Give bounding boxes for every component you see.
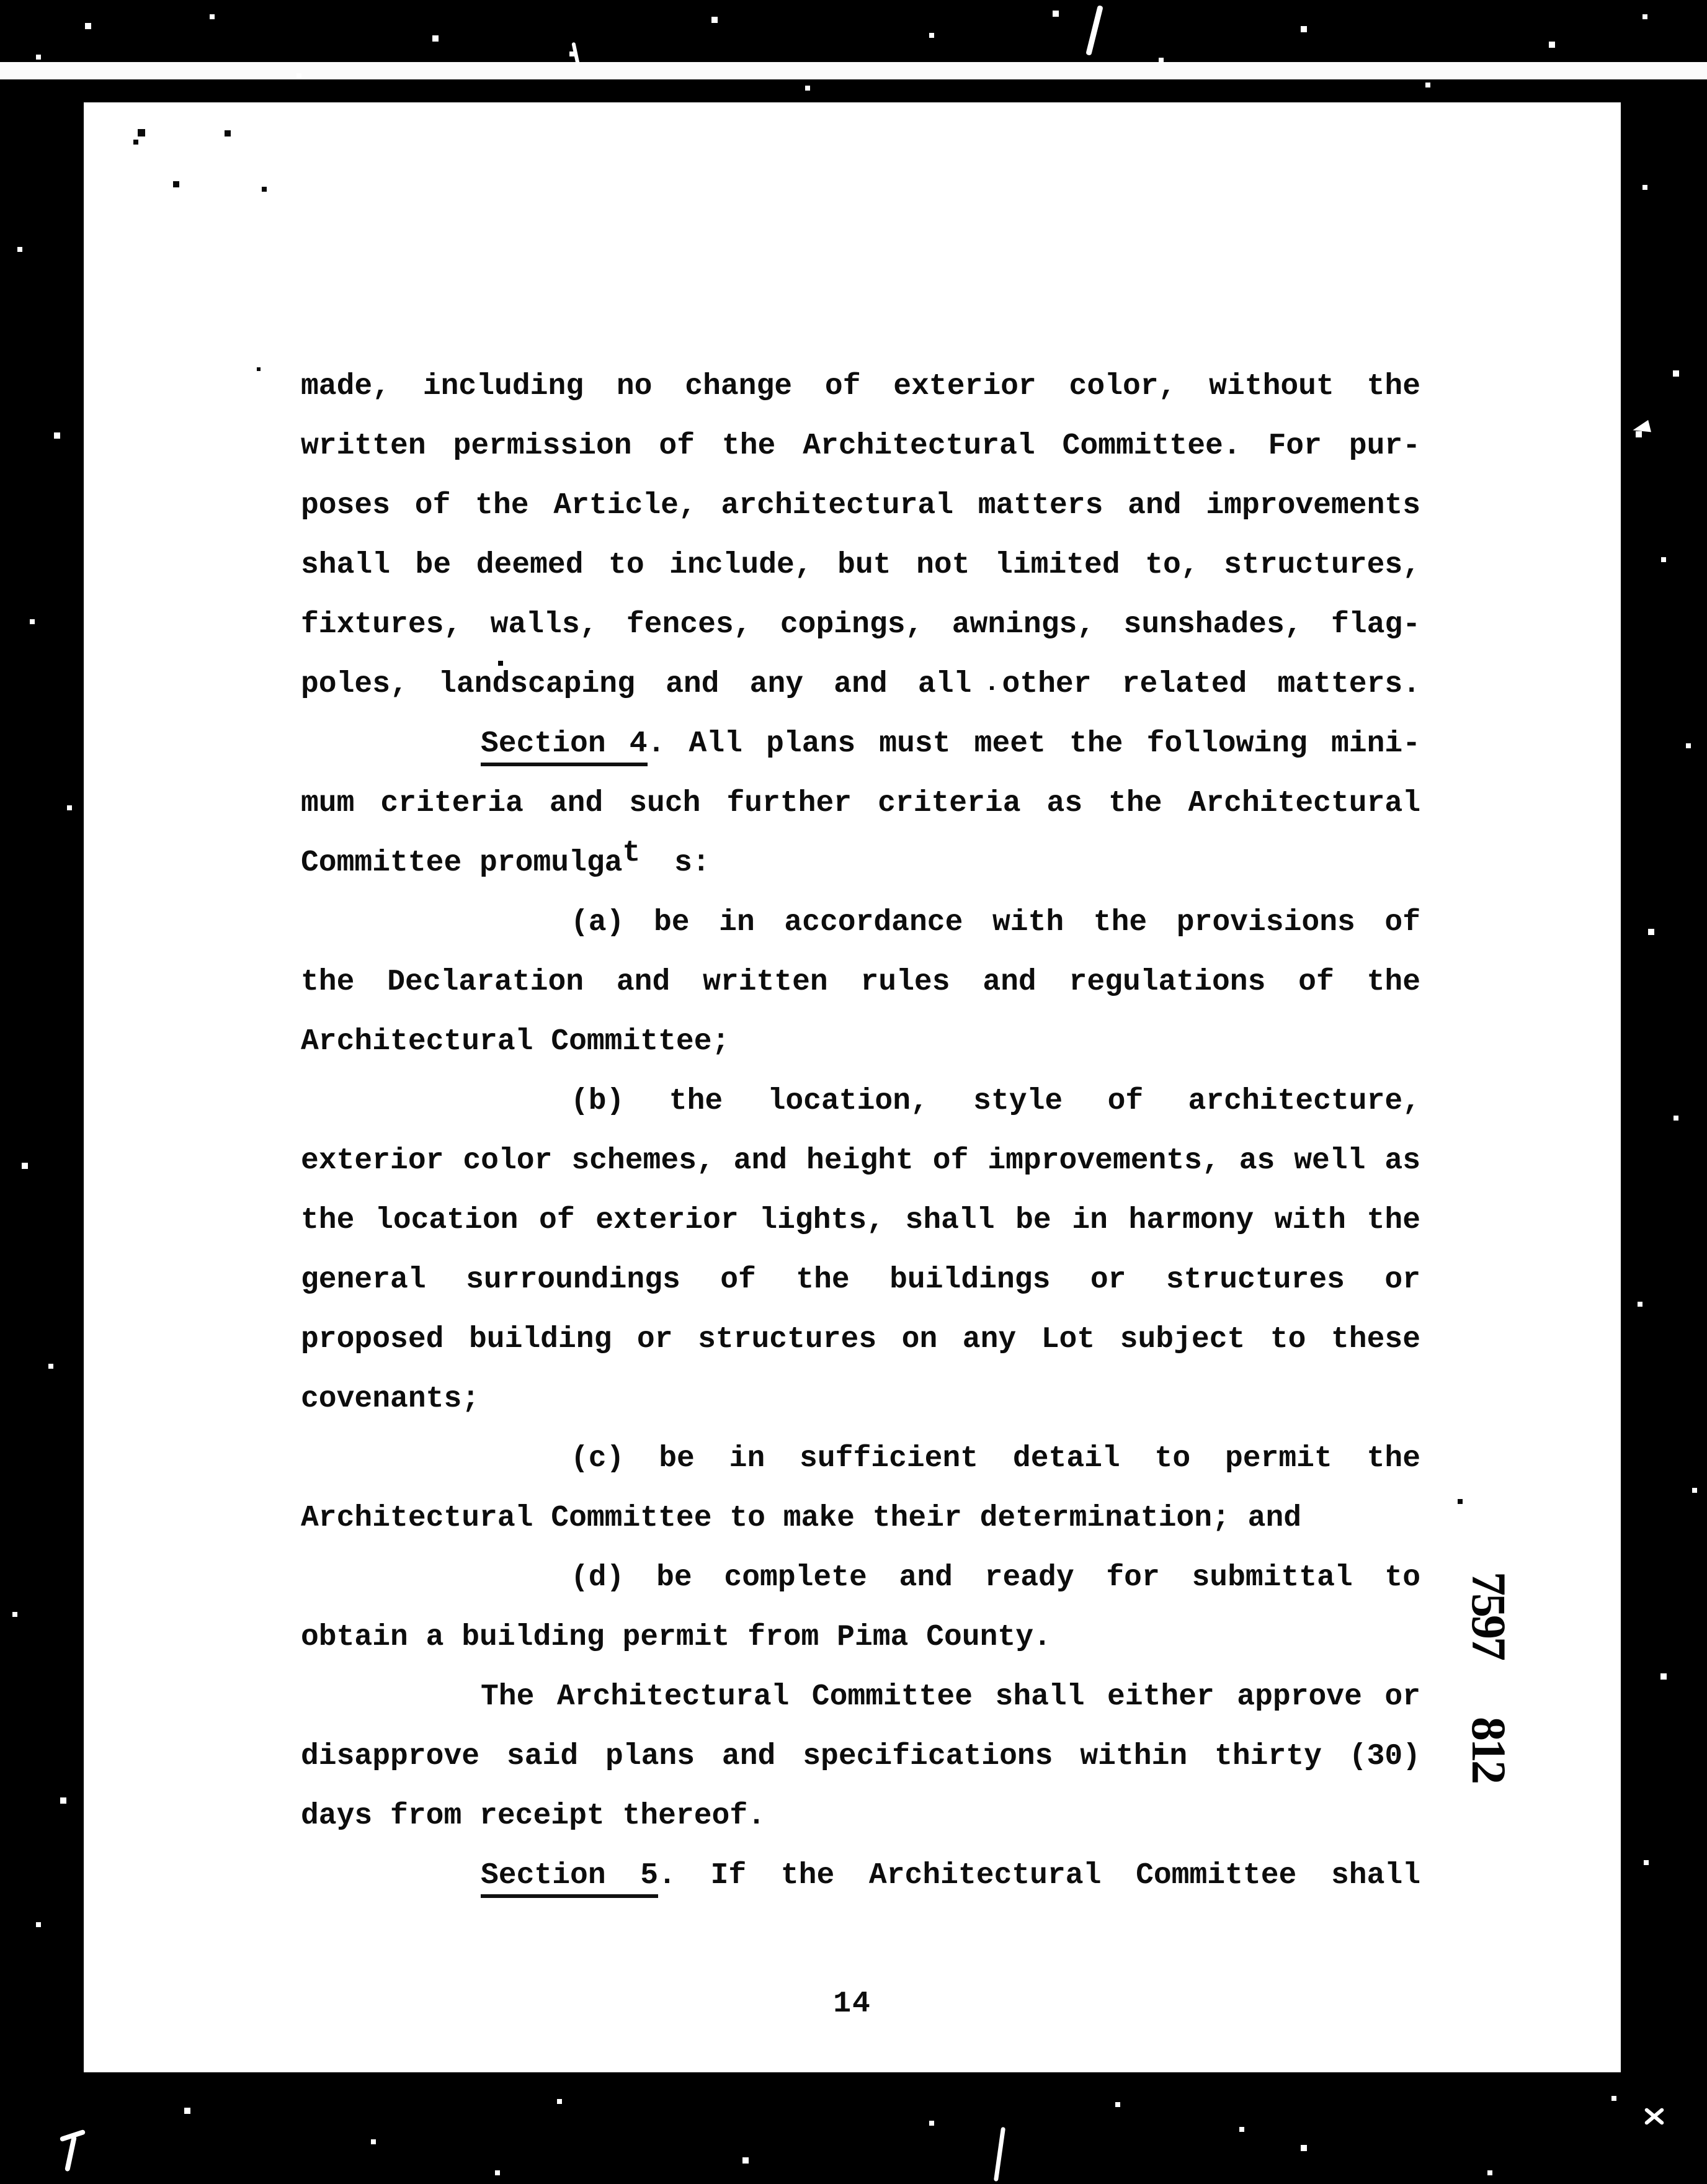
text-line: obtain a building permit from Pima County. bbox=[301, 1621, 1051, 1654]
paper-noise-black-specks bbox=[84, 102, 86, 105]
text-line: (b) the location, style of architecture, bbox=[571, 1085, 1420, 1118]
text-line: disapprove said plans and specifications within thirty (30) bbox=[301, 1740, 1420, 1773]
text-line: Architectural Committee; bbox=[301, 1025, 730, 1058]
text-line: Committee promulgat s: bbox=[301, 836, 710, 880]
scratch-mark bbox=[60, 2129, 86, 2142]
text-line: Section 4. All plans must meet the following mini- bbox=[301, 714, 1420, 774]
text-line: written permission of the Architectural Committee. For pur- bbox=[301, 429, 1420, 463]
scratch-mark bbox=[1644, 2107, 1665, 2125]
scratch-mark bbox=[65, 2136, 77, 2172]
text-line: mum criteria and such further criteria as the Architectural bbox=[301, 787, 1420, 820]
body-text bbox=[301, 357, 1420, 1905]
text-line: (d) be complete and ready for submittal to bbox=[571, 1561, 1420, 1595]
margin-stamp-bottom: 812 bbox=[1462, 1717, 1516, 1782]
scratch-mark bbox=[571, 42, 579, 65]
text-line: general surroundings of the buildings or structures or bbox=[301, 1263, 1420, 1297]
text-line: Architectural Committee to make their determination; and bbox=[301, 1502, 1302, 1535]
scan-noise-white-specks bbox=[0, 0, 2, 2]
text-line: exterior color schemes, and height of improvements, as well as bbox=[301, 1144, 1420, 1178]
document-page bbox=[84, 102, 1621, 2072]
scratch-mark bbox=[1644, 2107, 1665, 2125]
text-line: Section 5. If the Architectural Committee shall bbox=[301, 1846, 1420, 1905]
text-line: proposed building or structures on any Lot subject to these bbox=[301, 1323, 1420, 1356]
text-line: (c) be in sufficient detail to permit the bbox=[571, 1442, 1420, 1475]
text-line: (a) be in accordance with the provisions of bbox=[571, 906, 1420, 939]
text-line: made, including no change of exterior color, without the bbox=[301, 370, 1420, 403]
page-number: 14 bbox=[833, 1987, 871, 2021]
section-heading: Section 5 bbox=[481, 1859, 658, 1898]
text-line: poles, landscaping and any and all other related matters. bbox=[301, 668, 1420, 701]
scratch-mark bbox=[1085, 5, 1103, 56]
text-line: the Declaration and written rules and regulations of the bbox=[301, 965, 1420, 999]
text-line: the location of exterior lights, shall be in harmony with the bbox=[301, 1204, 1420, 1237]
text-line: days from receipt thereof. bbox=[301, 1799, 765, 1833]
text-line: covenants; bbox=[301, 1382, 480, 1416]
scan-artifact-arrow bbox=[1631, 420, 1651, 436]
text-line: The Architectural Committee shall either approve or bbox=[481, 1680, 1420, 1714]
raised-character: t bbox=[622, 836, 641, 870]
text-line: shall be deemed to include, but not limited to, structures, bbox=[301, 548, 1420, 582]
scan-edge-strip bbox=[0, 62, 1707, 79]
text-line: poses of the Article, architectural matters and improvements bbox=[301, 489, 1420, 522]
scratch-mark bbox=[994, 2127, 1005, 2182]
section-heading: Section 4 bbox=[481, 727, 648, 766]
margin-stamp-top: 7597 bbox=[1462, 1572, 1516, 1658]
text-line: fixtures, walls, fences, copings, awnings, sunshades, flag- bbox=[301, 608, 1420, 642]
